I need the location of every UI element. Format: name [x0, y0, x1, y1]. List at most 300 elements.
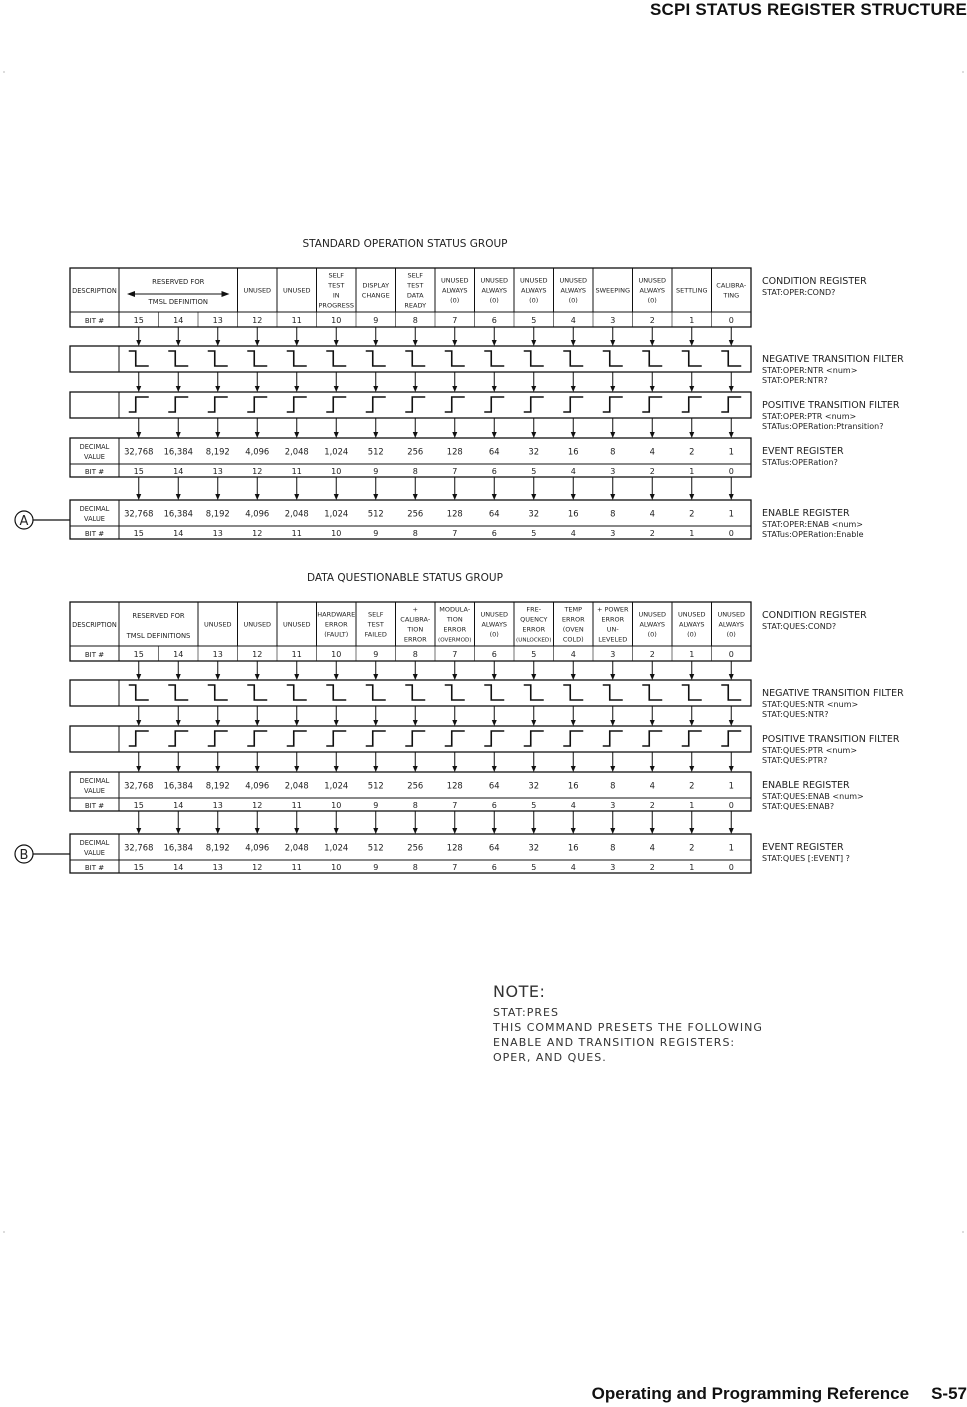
bit-description: + POWER	[596, 605, 629, 614]
decimal-value: 128	[446, 842, 463, 853]
bit-number: 4	[570, 467, 576, 476]
decimal-value: 4,096	[245, 780, 270, 791]
bit-number: 6	[491, 316, 497, 325]
bit-description: UNUSED	[243, 286, 272, 295]
rising-edge-symbol	[405, 397, 425, 412]
bit-arrowhead	[255, 494, 260, 500]
bit-arrowhead	[413, 720, 418, 726]
bit-number: 7	[452, 801, 458, 810]
bit-arrowhead	[571, 720, 576, 726]
bit-arrowhead	[492, 720, 497, 726]
falling-edge-symbol	[208, 351, 228, 366]
bit-arrowhead	[610, 766, 615, 772]
bit-number: 12	[252, 863, 263, 872]
bit-description: TION	[407, 625, 424, 634]
falling-edge-symbol	[603, 685, 623, 700]
bit-arrowhead	[136, 494, 141, 500]
bit-description: (0)	[726, 630, 736, 639]
decimal-value: 1	[728, 842, 734, 853]
bit-description: UNUSED	[440, 276, 469, 285]
bit-description: DISPLAY	[362, 281, 390, 290]
falling-edge-symbol	[366, 685, 386, 700]
rising-edge-symbol	[563, 731, 583, 746]
bit-arrowhead	[452, 674, 457, 680]
bit-number: 9	[373, 529, 379, 538]
bit-description: SETTLING	[676, 286, 708, 295]
reserved-arrow-left	[127, 291, 135, 297]
falling-edge-symbol	[682, 351, 702, 366]
rising-edge-symbol	[247, 397, 267, 412]
bit-description: UNUSED	[243, 620, 272, 629]
bit-arrowhead	[136, 828, 141, 834]
bit-number: 2	[649, 650, 655, 659]
bit-number: 6	[491, 863, 497, 872]
bit-description: (0)	[568, 296, 578, 305]
bit-arrowhead	[136, 766, 141, 772]
bit-number: 12	[252, 316, 263, 325]
decimal-value: 16	[567, 780, 579, 791]
register-command: STATus:OPERation:Ptransition?	[762, 422, 884, 431]
rising-edge-symbol	[366, 731, 386, 746]
rising-edge-symbol	[445, 397, 465, 412]
bit-number: 11	[291, 650, 302, 659]
bit-arrowhead	[452, 340, 457, 346]
rising-edge-symbol	[287, 397, 307, 412]
bit-number: 3	[610, 316, 616, 325]
bit-number: 7	[452, 467, 458, 476]
decimal-value: 1	[728, 446, 734, 457]
bit-arrowhead	[650, 766, 655, 772]
row-label-bit: BIT #	[84, 530, 105, 538]
bit-description: MODULA-	[439, 605, 471, 614]
bit-number: 7	[452, 650, 458, 659]
row-label-bit: BIT #	[84, 317, 105, 325]
bit-number: 12	[252, 801, 263, 810]
decimal-value: 128	[446, 508, 463, 519]
decimal-value: 1,024	[324, 508, 349, 519]
row-label-description: DESCRIPTION	[72, 287, 117, 295]
bit-arrowhead	[176, 828, 181, 834]
bit-arrowhead	[531, 674, 536, 680]
note-line: OPER, AND QUES.	[493, 1051, 607, 1064]
bit-arrowhead	[294, 432, 299, 438]
decimal-value: 256	[407, 446, 424, 457]
bit-arrowhead	[255, 828, 260, 834]
rising-edge-symbol	[208, 397, 228, 412]
row-label-bit: BIT #	[84, 802, 105, 810]
decimal-value: 512	[367, 508, 384, 519]
decimal-value: 256	[407, 508, 424, 519]
falling-edge-symbol	[129, 351, 149, 366]
bit-description: COLD)	[562, 635, 584, 644]
falling-edge-symbol	[326, 351, 346, 366]
row-label-bit: BIT #	[84, 651, 105, 659]
bit-arrowhead	[255, 340, 260, 346]
bit-number: 1	[689, 316, 695, 325]
bit-description: UNUSED	[480, 276, 509, 285]
bit-number: 12	[252, 650, 263, 659]
register-command: STAT:OPER:ENAB <num>	[762, 520, 863, 529]
bit-arrowhead	[729, 766, 734, 772]
bit-description: (0)	[489, 630, 499, 639]
bit-description: TION	[446, 615, 463, 624]
bit-arrowhead	[729, 432, 734, 438]
bit-arrowhead	[650, 720, 655, 726]
row-label-decimal: VALUE	[84, 787, 105, 795]
bit-number: 15	[133, 650, 144, 659]
register-command: STAT:QUES:ENAB <num>	[762, 792, 864, 801]
bit-arrowhead	[373, 386, 378, 392]
bit-arrowhead	[610, 432, 615, 438]
bit-number: 11	[291, 801, 302, 810]
reserved-label: TMSL DEFINITIONS	[126, 632, 191, 640]
bit-number: 5	[531, 863, 537, 872]
bit-arrowhead	[136, 340, 141, 346]
page-header: SCPI STATUS REGISTER STRUCTURE	[649, 0, 967, 19]
bit-arrowhead	[452, 494, 457, 500]
register-title: CONDITION REGISTER	[762, 276, 867, 287]
falling-edge-symbol	[484, 351, 504, 366]
bit-arrowhead	[729, 828, 734, 834]
callout-label: B	[19, 848, 29, 863]
decimal-value: 1	[728, 508, 734, 519]
bit-number: 9	[373, 650, 379, 659]
bit-arrowhead	[136, 386, 141, 392]
bit-arrowhead	[215, 828, 220, 834]
rising-edge-symbol	[603, 731, 623, 746]
register-title: EVENT REGISTER	[762, 446, 844, 457]
decimal-value: 2,048	[284, 508, 309, 519]
bit-number: 1	[689, 467, 695, 476]
bit-arrowhead	[650, 674, 655, 680]
bit-description: SELF	[367, 610, 384, 619]
bit-number: 14	[173, 529, 184, 538]
bit-arrowhead	[729, 720, 734, 726]
bit-number: 15	[133, 467, 144, 476]
register-command: STAT:QUES:PTR?	[762, 756, 828, 765]
bit-description: ALWAYS	[481, 620, 508, 629]
bit-number: 3	[610, 467, 616, 476]
bit-description: (0)	[647, 630, 657, 639]
falling-edge-symbol	[524, 685, 544, 700]
note-block	[493, 982, 763, 1065]
bit-number: 1	[689, 529, 695, 538]
bit-arrowhead	[413, 386, 418, 392]
register-title: ENABLE REGISTER	[762, 508, 850, 519]
row-label-bit: BIT #	[84, 864, 105, 872]
bit-arrowhead	[610, 674, 615, 680]
bit-description: TEMP	[564, 605, 583, 614]
bit-arrowhead	[176, 340, 181, 346]
bit-arrowhead	[413, 340, 418, 346]
bit-arrowhead	[176, 720, 181, 726]
bit-arrowhead	[334, 386, 339, 392]
rising-edge-symbol	[642, 397, 662, 412]
bit-number: 11	[291, 316, 302, 325]
bit-description: QUENCY	[520, 615, 548, 624]
falling-edge-symbol	[563, 685, 583, 700]
register-title: CONDITION REGISTER	[762, 610, 867, 621]
bit-number: 8	[412, 650, 418, 659]
falling-edge-symbol	[129, 685, 149, 700]
decimal-value: 4,096	[245, 508, 270, 519]
bit-arrowhead	[610, 386, 615, 392]
rising-edge-symbol	[366, 397, 386, 412]
bit-arrowhead	[492, 386, 497, 392]
rising-edge-symbol	[129, 397, 149, 412]
note-heading: NOTE:	[493, 982, 546, 1001]
falling-edge-symbol	[524, 351, 544, 366]
bit-arrowhead	[373, 828, 378, 834]
bit-description: SELF	[328, 271, 345, 280]
decimal-value: 1,024	[324, 780, 349, 791]
bit-description: READY	[404, 301, 427, 310]
decimal-value: 16,384	[163, 842, 193, 853]
bit-description: UNUSED	[519, 276, 548, 285]
bit-arrowhead	[492, 432, 497, 438]
bit-number: 2	[649, 801, 655, 810]
row-label-decimal: DECIMAL	[79, 505, 110, 513]
bit-number: 5	[531, 467, 537, 476]
decimal-value: 2	[689, 842, 695, 853]
bit-number: 13	[212, 529, 223, 538]
bit-arrowhead	[334, 432, 339, 438]
bit-description: UNUSED	[559, 276, 588, 285]
rising-edge-symbol	[721, 731, 741, 746]
decimal-value: 256	[407, 842, 424, 853]
rising-edge-symbol	[129, 731, 149, 746]
bit-number: 2	[649, 863, 655, 872]
bit-number: 0	[728, 529, 734, 538]
bit-description: ERROR	[522, 625, 546, 634]
bit-arrowhead	[413, 828, 418, 834]
bit-number: 14	[173, 467, 184, 476]
bit-number: 3	[610, 801, 616, 810]
bit-description: ALWAYS	[520, 286, 547, 295]
register-command: STAT:QUES:NTR?	[762, 710, 829, 719]
rising-edge-symbol	[682, 731, 702, 746]
bit-description: (0)	[647, 296, 657, 305]
decimal-value: 128	[446, 780, 463, 791]
decimal-value: 64	[488, 780, 500, 791]
bit-number: 9	[373, 863, 379, 872]
decimal-value: 2	[689, 446, 695, 457]
falling-edge-symbol	[642, 351, 662, 366]
bit-arrowhead	[531, 340, 536, 346]
register-command: STAT:OPER:PTR <num>	[762, 412, 857, 421]
bit-arrowhead	[255, 674, 260, 680]
footer-section: Operating and Programming Reference	[591, 1384, 910, 1403]
bit-number: 5	[531, 316, 537, 325]
bit-description: ERROR	[324, 620, 348, 629]
decimal-value: 8,192	[205, 446, 230, 457]
crop-mark	[3, 71, 4, 72]
bit-arrowhead	[689, 386, 694, 392]
bit-description: UNUSED	[638, 276, 667, 285]
falling-edge-symbol	[168, 351, 188, 366]
bit-arrowhead	[571, 386, 576, 392]
bit-number: 3	[610, 863, 616, 872]
bit-description: FAILED	[364, 630, 387, 639]
bit-arrowhead	[255, 720, 260, 726]
rising-edge-symbol	[721, 397, 741, 412]
bit-arrowhead	[215, 720, 220, 726]
bit-arrowhead	[334, 720, 339, 726]
bit-description: ERROR	[601, 615, 625, 624]
decimal-value: 32	[528, 842, 540, 853]
bit-arrowhead	[452, 386, 457, 392]
bit-number: 14	[173, 863, 184, 872]
bit-arrowhead	[650, 432, 655, 438]
bit-description: ALWAYS	[678, 620, 705, 629]
bit-arrowhead	[215, 766, 220, 772]
bit-arrowhead	[571, 766, 576, 772]
decimal-value: 8	[610, 842, 616, 853]
bit-arrowhead	[689, 432, 694, 438]
bit-arrowhead	[531, 494, 536, 500]
decimal-value: 1,024	[324, 446, 349, 457]
bit-arrowhead	[571, 494, 576, 500]
bit-number: 0	[728, 467, 734, 476]
decimal-value: 32	[528, 446, 540, 457]
bit-number: 0	[728, 801, 734, 810]
row-label-decimal: VALUE	[84, 453, 105, 461]
bit-number: 4	[570, 316, 576, 325]
bit-number: 10	[331, 863, 342, 872]
crop-mark	[962, 1231, 963, 1232]
bit-arrowhead	[334, 340, 339, 346]
bit-number: 14	[173, 316, 184, 325]
rising-edge-symbol	[524, 397, 544, 412]
falling-edge-symbol	[563, 351, 583, 366]
bit-description: (0)	[529, 296, 539, 305]
bit-description: UNUSED	[717, 610, 746, 619]
bit-arrowhead	[176, 386, 181, 392]
bit-arrowhead	[255, 386, 260, 392]
register-command: STAT:OPER:NTR <num>	[762, 366, 858, 375]
page-number: S-57	[931, 1384, 967, 1403]
bit-arrowhead	[373, 766, 378, 772]
page-footer	[592, 1384, 967, 1404]
bit-number: 15	[133, 529, 144, 538]
bit-arrowhead	[136, 720, 141, 726]
register-command: STAT:OPER:NTR?	[762, 376, 828, 385]
bit-arrowhead	[492, 494, 497, 500]
reserved-label: RESERVED FOR	[152, 278, 205, 286]
bit-arrowhead	[334, 494, 339, 500]
bit-description: (OVEN	[562, 625, 584, 634]
decimal-value: 512	[367, 842, 384, 853]
bit-description: UNUSED	[480, 610, 509, 619]
bit-number: 1	[689, 863, 695, 872]
rising-edge-symbol	[247, 731, 267, 746]
bit-number: 12	[252, 529, 263, 538]
bit-description: ERROR	[561, 615, 585, 624]
bit-number: 15	[133, 316, 144, 325]
bit-description: SELF	[407, 271, 424, 280]
bit-arrowhead	[255, 766, 260, 772]
bit-description: TEST	[407, 281, 424, 290]
rising-edge-symbol	[445, 731, 465, 746]
bit-arrowhead	[452, 828, 457, 834]
bit-arrowhead	[689, 766, 694, 772]
bit-arrowhead	[215, 340, 220, 346]
bit-arrowhead	[650, 386, 655, 392]
falling-edge-symbol	[445, 351, 465, 366]
bit-number: 0	[728, 863, 734, 872]
row-label-decimal: VALUE	[84, 849, 105, 857]
decimal-value: 8,192	[205, 780, 230, 791]
bit-arrowhead	[413, 494, 418, 500]
bit-number: 1	[689, 650, 695, 659]
rising-edge-symbol	[682, 397, 702, 412]
row-label-bit: BIT #	[84, 468, 105, 476]
bit-number: 5	[531, 529, 537, 538]
bit-number: 4	[570, 650, 576, 659]
bit-number: 4	[570, 529, 576, 538]
bit-number: 8	[412, 316, 418, 325]
falling-edge-symbol	[642, 685, 662, 700]
bit-arrowhead	[571, 340, 576, 346]
bit-description: CALIBRA-	[716, 281, 747, 290]
bit-arrowhead	[176, 494, 181, 500]
bit-arrowhead	[729, 340, 734, 346]
rising-edge-symbol	[208, 731, 228, 746]
bit-description: (UNLOCKED)	[516, 637, 552, 644]
bit-number: 9	[373, 801, 379, 810]
bit-arrowhead	[531, 386, 536, 392]
bit-number: 13	[212, 316, 223, 325]
bit-description: (0)	[489, 296, 499, 305]
bit-description: UNUSED	[282, 620, 311, 629]
bit-arrowhead	[334, 766, 339, 772]
bit-arrowhead	[492, 340, 497, 346]
reserved-arrow-right	[222, 291, 230, 297]
bit-arrowhead	[492, 766, 497, 772]
bit-arrowhead	[689, 828, 694, 834]
bit-arrowhead	[215, 432, 220, 438]
decimal-value: 4	[649, 508, 655, 519]
bit-description: +	[412, 605, 418, 614]
bit-arrowhead	[294, 766, 299, 772]
bit-arrowhead	[531, 766, 536, 772]
rising-edge-symbol	[168, 731, 188, 746]
rising-edge-symbol	[484, 731, 504, 746]
bit-number: 10	[331, 529, 342, 538]
falling-edge-symbol	[603, 351, 623, 366]
bit-number: 9	[373, 316, 379, 325]
bit-number: 12	[252, 467, 263, 476]
falling-edge-symbol	[366, 351, 386, 366]
bit-number: 10	[331, 316, 342, 325]
falling-edge-symbol	[721, 685, 741, 700]
decimal-value: 32,768	[124, 446, 154, 457]
bit-number: 11	[291, 467, 302, 476]
register-command: STAT:QUES:ENAB?	[762, 802, 835, 811]
decimal-value: 1,024	[324, 842, 349, 853]
bit-arrowhead	[531, 720, 536, 726]
note-line: ENABLE AND TRANSITION REGISTERS:	[493, 1036, 736, 1049]
bit-arrowhead	[492, 674, 497, 680]
bit-description: TEST	[328, 281, 345, 290]
decimal-value: 16	[567, 446, 579, 457]
register-title: EVENT REGISTER	[762, 842, 844, 853]
decimal-value: 8	[610, 446, 616, 457]
rising-edge-symbol	[287, 731, 307, 746]
bit-arrowhead	[255, 432, 260, 438]
bit-description: HARDWARE	[317, 610, 356, 619]
decimal-value: 32,768	[124, 842, 154, 853]
